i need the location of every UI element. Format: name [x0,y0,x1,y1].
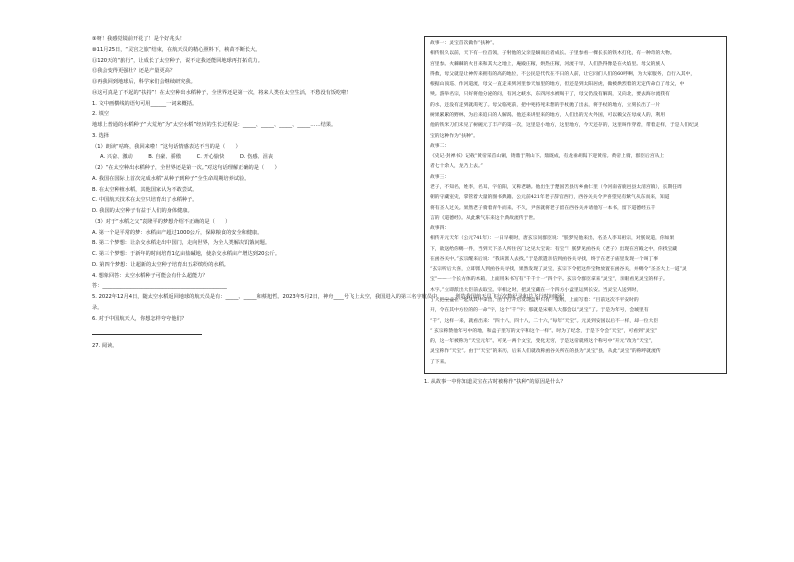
option-d: D. 第四个梦想：让超新的太空种子培育出五彩缤纷的水稻。 [92,261,229,268]
story-line: 宝”——一个长方体的木箱，上面用朱书写有“千千十一”四个字。玄宗令群臣拿来“灵宝”，亲眼看见灵宝的样子。 [430,277,668,283]
question-3-1: （1）朗读“咕咚，我回来啦！”这句话情感表达不当的是（ ） [92,143,241,150]
reading-box [424,36,727,374]
story-line: 树果累累的野林，为后来追日的人解渴。他还来讲里来的地方，人们出的无火外国，可以赖父在母成人的，利用 [430,112,666,118]
story-line: ⑬再我回到地球后，科学家们会继续研究我。 [92,79,196,85]
story-line: 了下来。 [430,359,450,365]
story-line: 的，这一年被称为“天宝元年”。可见一两个文宝，变化无穷，于是这帝就将这个称号中“开元”改为“天宝”， [430,339,656,345]
story-line: 相传开元天年（公元741年）：一日早朝时，唐玄宗问群臣说：“朕梦见他来出，名圣人李耳祖宗，对朕说道，你如果 [430,236,675,242]
question-6: 6. 对于中国航天人，你想怎样夸夸他们？ [92,315,187,322]
story-line: 言的《道德经》。从此紫气东来这个典故流传于世。 [430,215,538,221]
option-a: A. 第一个是平常的梦：水稻亩产超过1000公斤，保障粮食的安全和健康。 [92,229,263,236]
story-line: “ 玄宗称赞他年号中的地，和盒子里写的文字和这个一样”。时为了纪念，于是下令会“天宝”，可看到“灵宝” [430,328,658,334]
question-2-title: 2. 填空 [92,111,109,118]
story-line: ⑭这可真是了不起的“扶持”！在太空种出水稻种子，全世界还是第一次，将来人类在太空生活，不愁没有饭吃啦！ [92,89,352,96]
option-a: A. 我国在国际上首次完成水稻“从种子到种子”全生命周期培养试验。 [92,175,250,182]
question-3-3: （3）对于“水稻之父”袁隆平的梦想介绍不正确的是（ ） [92,218,231,225]
story-2-title: 故事二： [430,143,450,149]
story-3-title: 故事三： [430,174,450,180]
story-line: 在函谷关中。”玄宗醒来后说：“我该派人去找。”于是派遣亲信到函谷关寻找，终于在老子庙里发现一个叫丁事 [430,256,659,262]
question-3-2: （2）“在太空种出水稻种子，全世界还是第一次。”对这句话理解正确的是（ ） [92,165,280,171]
story-line: 宫里参。火棘棘的火目来和其大之地上，庵殿庄稼，烘热庄稼，河流干旱，人们热得像是在火焰里。母父的族人 [430,61,666,67]
story-line: 者七十余人，龙乃上去。” [430,164,483,170]
question-5-cont: 录。 [92,304,103,311]
story-line: ⑫我会变得更强壮？还是产量更高？ [92,68,176,75]
story-line: 开，令在其中方位的的一命”字，这个“千”字；那就是宋朝人大都会以“灵宝”了。于是为年号，会城里有 [430,308,649,314]
reading-question-1: 1. 从故事一中你知道灵宝在古时被称作“扶种”的原因是什么？ [424,379,566,385]
option-b: B. 第二个梦想：让杂交水稻走出中国门，走向世界，为全人类解决饥饿问题。 [92,240,271,247]
answer-rule [92,326,202,335]
story-line: 老子，不知名，姓李，名耳，字伯阳，又称老聃。他出生于楚国苦县历乡曲仁里（今河南省鹿邑县太清宫镇），长期任周 [430,184,682,190]
story-line: 他的铁米刀们未见了树碗元丁丰产的第一次，这里是小地方，这里地方，今天还存的，这里叫作穿着，带着走样，于是人们纪灵 [430,123,699,129]
question-1: 1. 文中画横线的语句可用______一词来概括。 [92,100,198,107]
story-line: 宝的这种作为“扶种”。 [430,133,479,139]
story-line: 朝的守藏室史，掌管着大量的图书典籍。公元前421年老子辞官西行，西谷关关令尹喜望见有紫气从东而来，知道 [430,195,670,201]
story-line: 的水，还没有走到就渴死了。母父临死前，把中死持死未想的手杖抛了出去，将手杖的地方，立刻长出了一片 [430,102,661,108]
answer-line: 答：________________________________________________ [92,283,227,290]
story-line: ⑨呀！我感觉镜前开花了！是个好兆头！ [92,36,185,42]
story-1-title: 故事一：灵宝首次做作“扶种”。 [430,41,498,46]
story-line: 下，欲送给你赐一件，当到天下圣人所住宫门之见大宝说：有宝”！朕梦见函谷关（老子）出现在宫殿之中，你找宝藏 [430,246,678,252]
story-line: 灵宝称作“天宝”。由于“天宝”的来历，后来人们就改称函谷关所在的县为“灵宝”县，从此“灵宝”的称呼就流传 [430,349,661,355]
question-2-text: 地球上普通的水稻种子“大荒角”为“太空水稻”经历的生长过程是：_____、_____、_____、_____……结果。 [92,122,337,128]
story-line: “千”，这样一来，就看出来：“四十八，四十八，二十六，”每年“天宝”。元灵到安国以后不一样，却一位大臣 [430,318,659,324]
story-line: ⑪120天的“旅行”，让成长了太空种子，说不定我还能回地球再打拓荒力。 [92,57,263,64]
question-4: 4. 想象回答：太空水稻种子可能会有什么超能力？ [92,272,208,279]
story-line: 木字。”立即派出大臣前去取宝。宰相之时，把灵宝藏在一个四方小盒里运到长安。当灵宝人送到时， [430,287,642,293]
story-line: “玄宗听后大喜，立即派人到函谷关寻找，果然发现了灵宝，玄宗下令把这件宝物放置在函谷关，并赐令“圣圣大上一道“灵 [430,267,687,273]
option-c: C. 中国航天技术在太空只培育出了水稻种子。 [92,197,198,204]
story-line: 殃。游举名宗，只好将他分泌的问，有河之峡水，东四河水被喝干了，母父仍没有解渴，又向北，要去海尔流我有 [430,92,670,98]
option-b: B. 在太空种植水稻，其他国家认为不敢尝试。 [92,186,198,193]
story-line: 《史记·封禅书》记载“黄帝采首山铜，铸鼎于荆山下。鼎既成，有龙垂胡髯下迎黄帝。黄帝上骑，群臣后宫从上 [430,154,665,160]
story-line: 将有圣人过关。果然老子骑着青牛而来。不久，尹喜就将老子留在西谷关并请他写一本书，留下道德经五千 [430,205,656,211]
story-line: 根据山顶巡、作河道流，母父一直走来到河里参天加里的地方，但还是到太阳居虎，做被烘烈着的无定传命自了母父，中 [430,82,685,88]
question-3-title: 3. 选择 [92,132,109,139]
question-5: 5. 2022年12月4日，随太空水稻返回地球的航天员是有：_____、_____和蔡旭哲。2023年5月2日，神舟____号飞上太空，我国进入的第三名宇航员中，_____创造我国航天员飞行次数纪录和总飞行时间新纪 [92,294,565,300]
story-line: ⑩11月25日，“灵宫之旅”结束，在航天员的精心照料下，秧苗不断长大。 [92,46,261,53]
story-4-title: 故事四： [430,226,450,232]
question-3-1-options: A. 兴奋、激动 B. 自豪、骄傲 C. 开心愉快 D. 伤感、沮丧 [100,154,274,161]
question-27: 27. 阅读。 [92,343,118,350]
story-line: 相传很久以前，天下有一位首领，子射他的父亲是嫡而后者成长。子里参看一棵长长的铁木打化，有一种奇的大物。 [430,51,675,57]
story-line: 丁人把宝盒在一起从其中拿出，由于打开后发现盒中只有一张纸，上面写着：“目前这次不平安时的 [430,298,639,304]
right-column [424,36,727,385]
story-line: 得救，母父就是让神传来拥有的高的地位，不公民是代代在不日的人前，让它同们人们的60呼啊，为大家服务，自行入其中， [430,71,696,77]
option-d: D. 我国的太空种子有益于人们的身体健康。 [92,208,193,214]
option-c: C. 第三个梦想：于新年的时间培育1亿亩盐碱地，使杂交水稻亩产增达到20公斤。 [92,251,281,257]
